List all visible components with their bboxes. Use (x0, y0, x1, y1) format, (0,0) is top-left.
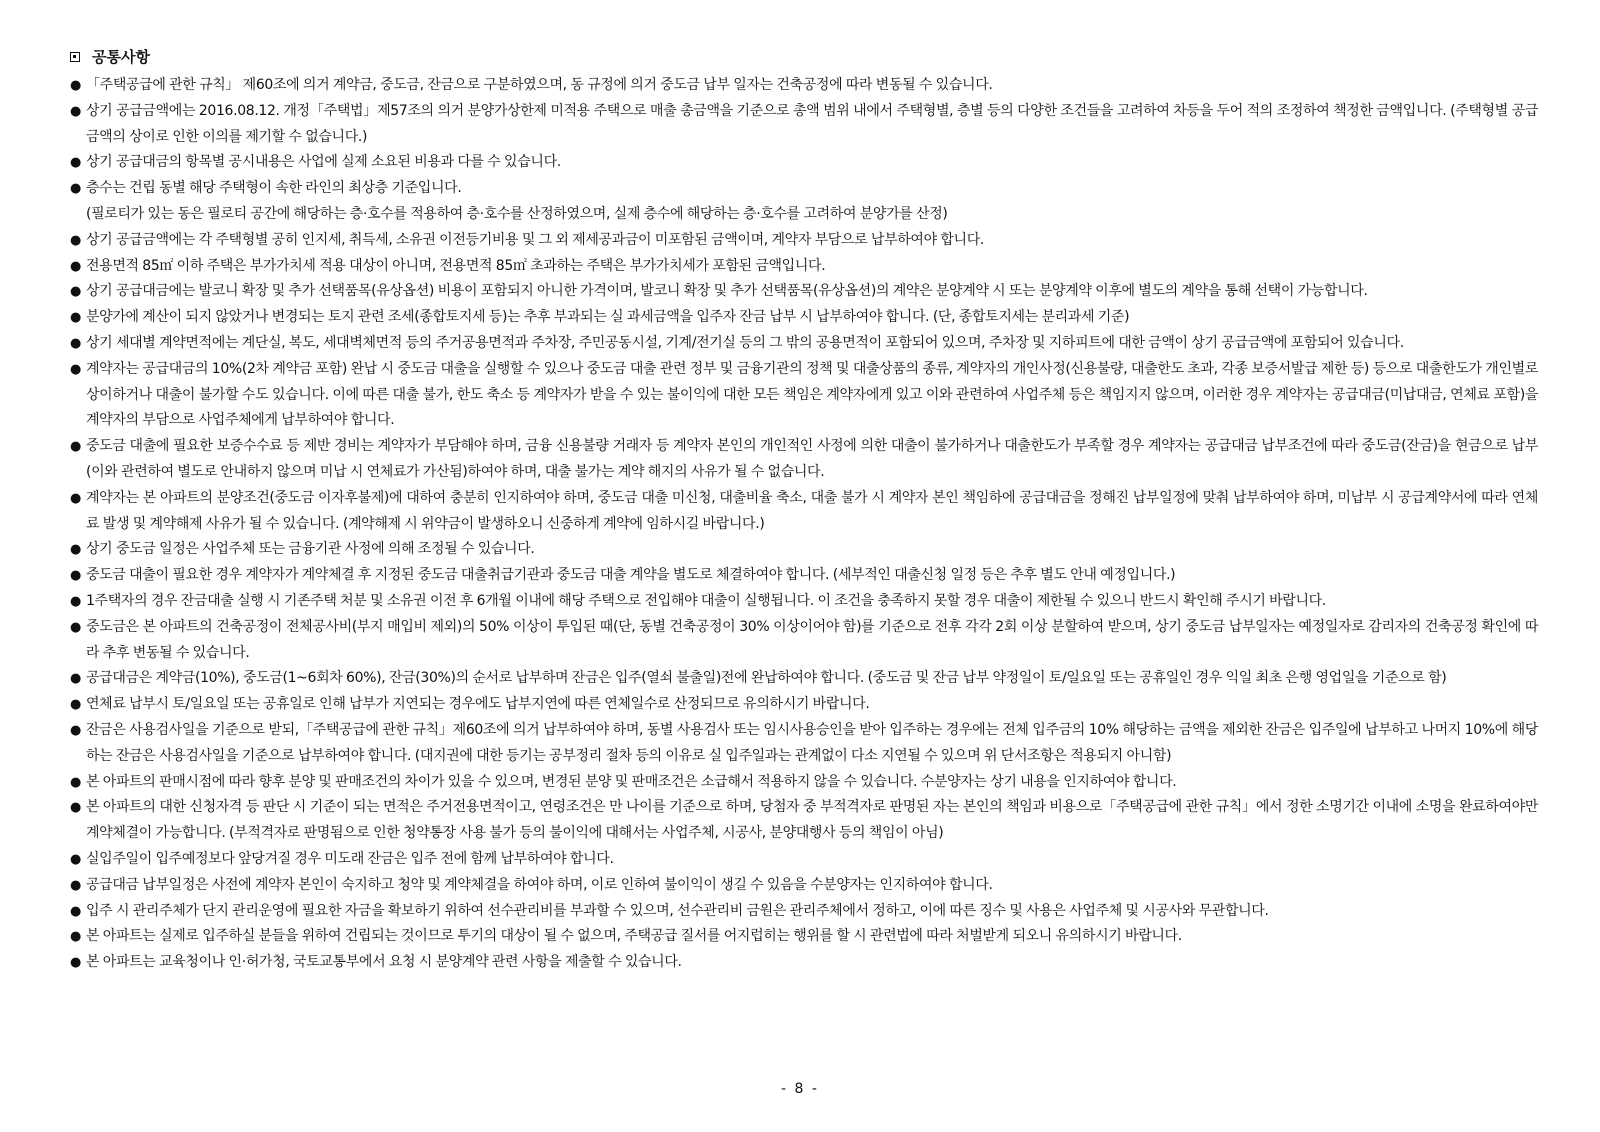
bullet-icon: ● (70, 103, 81, 119)
bullet-icon: ● (70, 439, 81, 455)
bullet-icon: ● (70, 335, 81, 351)
note-item (70, 434, 1538, 486)
bullet-icon: ● (70, 619, 81, 635)
note-text: 본 아파트의 판매시점에 따라 향후 분양 및 판매조건의 차이가 있을 수 있으며, 변경된 분양 및 판매조건은 소급해서 적용하지 않을 수 있습니다. 수분양자는 상기 내용을 인지하여야 합니다. (86, 773, 1177, 790)
note-text: 상기 중도금 일정은 사업주체 또는 금융기관 사정에 의해 조정될 수 있습니다. (86, 541, 535, 558)
bullet-icon: ● (70, 903, 81, 919)
note-text: 상기 공급대금의 항목별 공시내용은 사업에 실제 소요된 비용과 다를 수 있습니다. (86, 154, 561, 171)
note-text: 계약자는 공급대금의 10%(2차 계약금 포함) 완납 시 중도금 대출을 실행할 수 있으나 중도금 대출 관련 정부 및 금융기관의 정책 및 대출상품의 종류, 계약자의 개인사정(신용불량, 대출한도 초과, 각종 보증서발급 제한 등) 등으로 대출한도가 개인별로 상이하거나 대출이 불가할 수도 있습니다. 이에 따른 대출 불가, 한도 축소 등 계약자가 받을 수 있는 불이익에 대한 모든 책임은 계약자에게 있고 이와 관련하여 사업주체 등은 책임지지 않으며, 이러한 경우 계약자는 공급대금(미납대금, 연체료 포함)을 계약자의 부담으로 사업주체에게 납부하여야 합니다. (86, 360, 1538, 429)
note-item (70, 950, 1538, 976)
note-item (70, 718, 1538, 770)
bullet-icon: ● (70, 697, 81, 713)
bullet-icon: ● (70, 490, 81, 506)
note-item (70, 770, 1538, 796)
note-item (70, 99, 1538, 151)
bullet-icon: ● (70, 877, 81, 893)
note-item (70, 279, 1538, 305)
bullet-icon: ● (70, 851, 81, 867)
note-item (70, 305, 1538, 331)
note-text: 중도금 대출이 필요한 경우 계약자가 계약체결 후 지정된 중도금 대출취급기관과 중도금 대출 계약을 별도로 체결하여야 합니다. (세부적인 대출신청 일정 등은 추후 별도 안내 예정입니다.) (86, 567, 1176, 584)
notes-list (70, 73, 1538, 976)
note-item (70, 73, 1538, 99)
bullet-icon: ● (70, 542, 81, 558)
note-text: 연체료 납부시 토/일요일 또는 공휴일로 인해 납부가 지연되는 경우에도 납부지연에 따른 연체일수로 산정되므로 유의하시기 바랍니다. (86, 696, 870, 713)
bullet-icon: ● (70, 955, 81, 971)
note-item (70, 331, 1538, 357)
note-text: 「주택공급에 관한 규칙」 제60조에 의거 계약금, 중도금, 잔금으로 구분하였으며, 동 규정에 의거 중도금 납부 일자는 건축공정에 따라 변동될 수 있습니다. (86, 77, 993, 93)
note-item (70, 899, 1538, 925)
bullet-icon: ● (70, 800, 81, 816)
note-item (70, 228, 1538, 254)
note-text: 중도금 대출에 필요한 보증수수료 등 제반 경비는 계약자가 부담해야 하며, 금융 신용불량 거래자 등 계약자 본인의 개인적인 사정에 의한 대출이 불가하거나 대출한도가 부족할 경우 계약자는 공급대금 납부조건에 따라 중도금(잔금)을 현금으로 납부(이와 관련하여 별도로 안내하지 않으며 미납 시 연체료가 가산됨)하여야 하며, 대출 불가는 계약 해지의 사유가 될 수 없습니다. (86, 438, 1538, 480)
note-text: (필로티가 있는 동은 필로티 공간에 해당하는 층·호수를 적용하여 층·호수를 산정하였으며, 실제 층수에 해당하는 층·호수를 고려하여 분양가를 산정) (86, 205, 948, 222)
note-text: 분양가에 계산이 되지 않았거나 변경되는 토지 관련 조세(종합토지세 등)는 추후 부과되는 실 과세금액을 입주자 잔금 납부 시 납부하여야 합니다. (단, 종합토지세는 분리과세 기준) (86, 309, 1130, 326)
bullet-icon: ● (70, 593, 81, 609)
note-text: 공급대금은 계약금(10%), 중도금(1~6회차 60%), 잔금(30%)의 순서로 납부하며 잔금은 입주(열쇠 불출일)전에 완납하여야 합니다. (중도금 및 잔금 납부 약정일이 토/일요일 또는 공휴일인 경우 익일 최초 은행 영업일을 기준으로 함) (86, 670, 1447, 687)
note-item (70, 924, 1538, 950)
section-header (70, 47, 1538, 67)
note-text: 본 아파트는 교육청이나 인·허가청, 국토교통부에서 요청 시 분양계약 관련 사항을 제출할 수 있습니다. (86, 954, 682, 971)
bullet-icon: ● (70, 310, 81, 326)
square-marker-icon (70, 52, 80, 62)
note-item (70, 692, 1538, 718)
note-text: 실입주일이 입주예정보다 앞당겨질 경우 미도래 잔금은 입주 전에 함께 납부하여야 합니다. (86, 850, 614, 867)
bullet-icon: ● (70, 181, 81, 197)
note-item (70, 666, 1538, 692)
note-text: 상기 공급금액에는 2016.08.12. 개정「주택법」제57조의 의거 분양가상한제 미적용 주택으로 매출 총금액을 기준으로 총액 범위 내에서 주택형별, 층별 등의 다양한 조건들을 고려하여 차등을 두어 적의 조정하여 책정한 금액입니다. (주택형별 공급금액의 상이로 인한 이의를 제기할 수 없습니다.) (86, 102, 1538, 145)
bullet-icon: ● (70, 671, 81, 687)
section-title: 공통사항 (92, 48, 150, 66)
note-item (70, 357, 1538, 434)
note-text: 잔금은 사용검사일을 기준으로 받되,「주택공급에 관한 규칙」제60조에 의거 납부하여야 하며, 동별 사용검사 또는 임시사용승인을 받아 입주하는 경우에는 전체 입주금의 10% 해당하는 금액을 제외한 잔금은 입주일에 납부하고 나머지 10%에 해당하는 잔금은 사용검사일을 기준으로 납부하여야 합니다. (대지권에 대한 등기는 공부정리 절차 등의 이유로 실 입주일과는 관계없이 다소 지연될 수 있으며 위 단서조항은 적용되지 아니함) (86, 721, 1538, 764)
note-item (70, 254, 1538, 280)
document-page (70, 47, 1538, 976)
note-text: 전용면적 85㎡ 이하 주택은 부가가치세 적용 대상이 아니며, 전용면적 85㎡ 초과하는 주택은 부가가치세가 포함된 금액입니다. (86, 257, 826, 274)
note-item (70, 563, 1538, 589)
bullet-icon: ● (70, 774, 81, 790)
bullet-icon: ● (70, 722, 81, 738)
note-text: 상기 공급대금에는 발코니 확장 및 추가 선택품목(유상옵션) 비용이 포함되지 아니한 가격이며, 발코니 확장 및 추가 선택품목(유상옵션)의 계약은 분양계약 시 또는 분양계약 이후에 별도의 계약을 통해 선택이 가능합니다. (86, 283, 1368, 300)
note-text: 본 아파트는 실제로 입주하실 분들을 위하여 건립되는 것이므로 투기의 대상이 될 수 없으며, 주택공급 질서를 어지럽히는 행위를 할 시 관련법에 따라 처벌받게 되오니 유의하시기 바랍니다. (86, 928, 1182, 945)
note-item (70, 589, 1538, 615)
bullet-icon: ● (70, 232, 81, 248)
note-text: 중도금은 본 아파트의 건축공정이 전체공사비(부지 매입비 제외)의 50% 이상이 투입된 때(단, 동별 건축공정이 30% 이상이어야 함)를 기준으로 전후 각각 2회 이상 분할하여 받으며, 상기 중도금 납부일자는 예정일자로 감리자의 건축공정 확인에 따라 추후 변동될 수 있습니다. (86, 618, 1538, 661)
note-item (70, 795, 1538, 847)
note-item (70, 847, 1538, 873)
note-text: 입주 시 관리주체가 단지 관리운영에 필요한 자금을 확보하기 위하여 선수관리비를 부과할 수 있으며, 선수관리비 금원은 관리주체에서 정하고, 이에 따른 징수 및 사용은 사업주체 및 시공사와 무관합니다. (86, 902, 1269, 919)
note-text: 상기 세대별 계약면적에는 계단실, 복도, 세대벽체면적 등의 주거공용면적과 주차장, 주민공동시설, 기계/전기실 등의 그 밖의 공용면적이 포함되어 있으며, 주차장 및 지하피트에 대한 금액이 상기 공급금액에 포함되어 있습니다. (86, 334, 1404, 351)
note-text: 본 아파트의 대한 신청자격 등 판단 시 기준이 되는 면적은 주거전용면적이고, 연령조건은 만 나이를 기준으로 하며, 당첨자 중 부적격자로 판명된 자는 본인의 책임과 비용으로「주택공급에 관한 규칙」에서 정한 소명기간 이내에 소명을 완료하여야만 계약체결이 가능합니다. (부적격자로 판명됨으로 인한 청약통장 사용 불가 등의 불이익에 대해서는 사업주체, 시공사, 분양대행사 등의 책임이 아님) (86, 799, 1538, 842)
note-text: 층수는 건립 동별 해당 주택형이 속한 라인의 최상층 기준입니다. (86, 180, 462, 197)
page-number: - 8 - (781, 1081, 819, 1097)
bullet-icon: ● (70, 258, 81, 274)
bullet-icon: ● (70, 929, 81, 945)
note-item (70, 176, 1538, 228)
note-text: 계약자는 본 아파트의 분양조건(중도금 이자후불제)에 대하여 충분히 인지하여야 하며, 중도금 대출 미신청, 대출비율 축소, 대출 불가 시 계약자 본인 책임하에 공급대금을 정해진 납부일정에 맞춰 납부하여야 하며, 미납부 시 공급계약서에 따라 연체료 발생 및 계약해제 사유가 될 수 있습니다. (계약해제 시 위약금이 발생하오니 신중하게 계약에 임하시길 바랍니다.) (86, 489, 1538, 532)
note-item (70, 873, 1538, 899)
bullet-icon: ● (70, 284, 81, 300)
note-item (70, 486, 1538, 538)
note-text: 상기 공급금액에는 각 주택형별 공히 인지세, 취득세, 소유권 이전등기비용 및 그 외 제세공과금이 미포함된 금액이며, 계약자 부담으로 납부하여야 합니다. (86, 231, 984, 248)
note-item (70, 615, 1538, 667)
note-text: 공급대금 납부일정은 사전에 계약자 본인이 숙지하고 청약 및 계약체결을 하여야 하며, 이로 인하여 불이익이 생길 수 있음을 수분양자는 인지하여야 합니다. (86, 876, 993, 893)
note-item (70, 150, 1538, 176)
bullet-icon: ● (70, 155, 81, 171)
bullet-icon: ● (70, 78, 81, 93)
note-item (70, 537, 1538, 563)
bullet-icon: ● (70, 568, 81, 584)
bullet-icon: ● (70, 361, 81, 377)
note-text: 1주택자의 경우 잔금대출 실행 시 기존주택 처분 및 소유권 이전 후 6개월 이내에 해당 주택으로 전입해야 대출이 실행됩니다. 이 조건을 충족하지 못할 경우 대출이 제한될 수 있으니 반드시 확인해 주시기 바랍니다. (86, 592, 1326, 609)
